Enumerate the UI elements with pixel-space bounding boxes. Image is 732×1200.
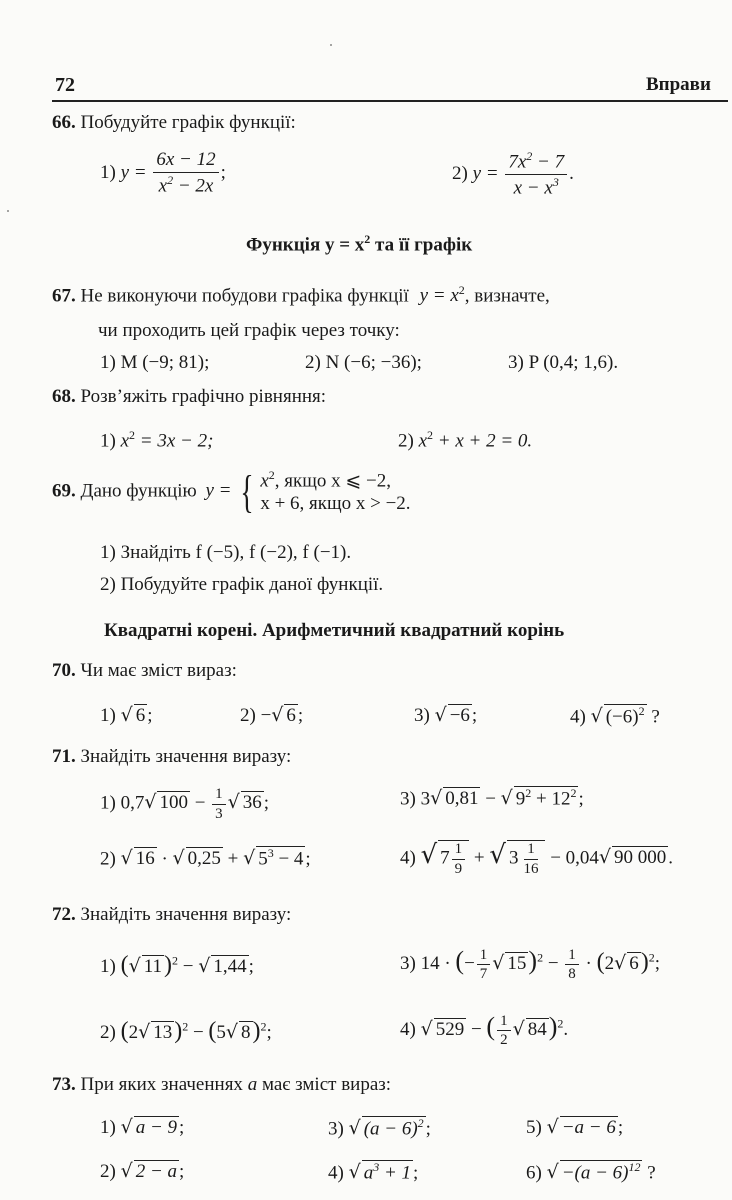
ex73-item5: 5) √ −a − 6 ; (526, 1116, 624, 1138)
exercise-text: Побудуйте графік функції: (80, 112, 296, 133)
ex69-step1: 1) Знайдіть f (−5), f (−2), f (−1). (100, 542, 352, 563)
ex67-item1: 1) M (−9; 81); (100, 352, 210, 373)
ex68-item2: 2) $x^2 + x + 2 = 0$. (398, 428, 533, 452)
ex73-item2: 2) √ 2 − a ; (100, 1160, 185, 1182)
ex70-item4: 4) √ $(-6)^2$ ? (570, 704, 660, 728)
section-heading-2: Квадратні корені. Арифметичний квадратний корінь (104, 620, 565, 641)
ex66-item1: 1) y = $\frac{6x - 12}{x^2 - 2x}$ ; (100, 149, 226, 197)
ex71-item2: 2) √ 16 · √ 0,25 + √ $5^3 - 4$ ; (100, 846, 311, 870)
ex73-item6: 6) √ $-(a - 6)^{12}$ ? (526, 1160, 656, 1184)
running-head: Вправи (646, 74, 711, 95)
ex70-item2: 2) −√ 6 ; (240, 704, 304, 726)
ex71-item1: 1) 0,7√ 100 − $\frac{1}{3}$ √ 36 ; (100, 786, 270, 822)
section-heading: Функція $y = x^2$ та її графік (246, 232, 473, 256)
ex67-item3: 3) P (0,4; 1,6). (508, 352, 619, 373)
ex70-item3: 3) √ −6 ; (414, 704, 478, 726)
header-rule (52, 100, 728, 102)
ex72-item1: 1) (√ 11)$^2$ − √ 1,44 ; (100, 952, 254, 978)
ex71-item4: 4) √ 7 $\frac{1}{9}$ + √ 3 $\frac{1}{16}$ − 0,04√ 90 000 . (400, 840, 674, 877)
exercise-number: 66. (52, 112, 76, 133)
ex72-item3: 3) 14 · (− $\frac{1}{7}$ √ 15)$^2$ − $\frac{1}{8}$ · (2√ 6)$^2$; (400, 946, 661, 983)
ex70-item1: 1) √ 6 ; (100, 704, 153, 726)
page-number: 72 (55, 74, 75, 96)
exercise-70: 70. Чи має зміст вираз: (52, 660, 237, 681)
ex72-item4: 4) √ 529 − ( $\frac{1}{2}$ √ 84)$^2$. (400, 1012, 569, 1049)
exercise-68: 68. Розв’яжіть графічно рівняння: (52, 386, 327, 407)
ex73-item3: 3) √ $(a - 6)^2$ ; (328, 1116, 431, 1140)
ex73-item1: 1) √ a − 9 ; (100, 1116, 185, 1138)
exercise-67: 67. Не виконуючи побудови графіка функції $y = x^2$, визначте, (52, 283, 550, 307)
ex73-item4: 4) √ $a^3 + 1$ ; (328, 1160, 419, 1184)
ex67-item2: 2) N (−6; −36); (305, 352, 422, 373)
ex67-line2: чи проходить цей графік через точку: (98, 320, 400, 341)
ex71-item3: 3) 3√ 0,81 − √ $9^2 + 12^2$ ; (400, 786, 584, 810)
exercise-72: 72. Знайдіть значення виразу: (52, 904, 292, 925)
exercise-73: 73. При яких значеннях a має зміст вираз: (52, 1074, 392, 1095)
ex68-item1: 1) $x^2 = 3x - 2$; (100, 428, 214, 452)
exercise-69: 69. Дано функцію y = { $x^2$, якщо x ⩽ −2, x + 6, якщо x > −2. (52, 465, 411, 517)
ex72-item2: 2) (2√ 13)$^2$ − (5√ 8)$^2$; (100, 1018, 272, 1044)
ex69-step2: 2) Побудуйте графік даної функції. (100, 574, 384, 595)
exercise-71: 71. Знайдіть значення виразу: (52, 746, 292, 767)
ex66-item2: 2) y = $\frac{7x^2 - 7}{x - x^3}$ . (452, 149, 574, 199)
exercise-66 (52, 112, 296, 134)
